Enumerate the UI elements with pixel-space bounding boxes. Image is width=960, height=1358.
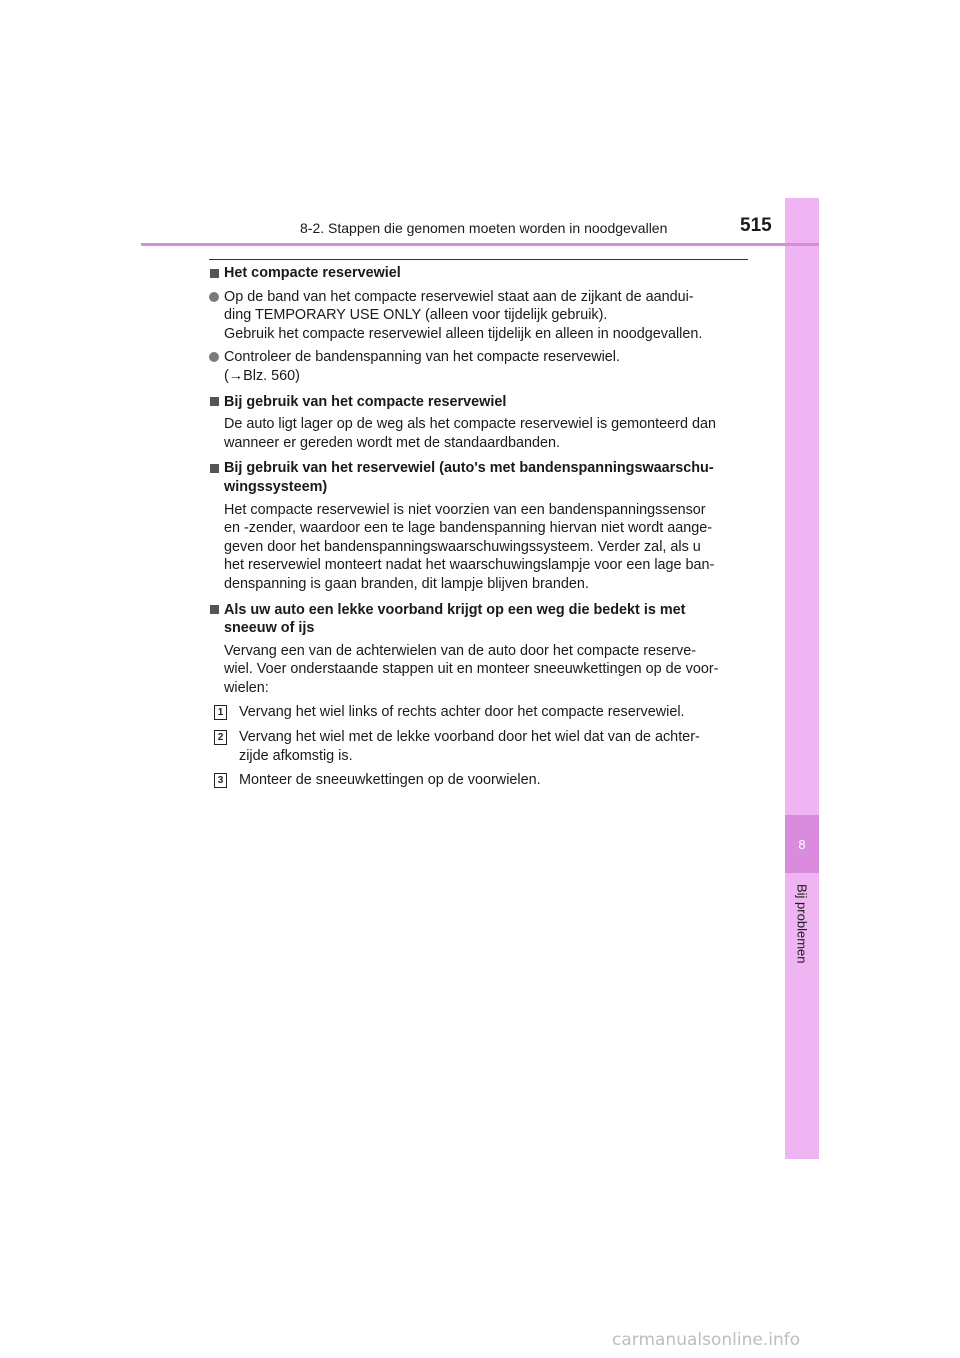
circle-bullet-icon (209, 292, 219, 302)
section-paragraph: Het compacte reservewiel is niet voorzien van een bandenspanningssensor en -zender, waardoor een te lage bandenspanning hiervan niet wordt aange- geven door het bandenspanningswaarschuwingssysteem. Verder zal, als u het reservewiel monteert nadat het waarschuwingslampje voor een lage ban- denspanning is gaan branden, dit lampje blijven branden. (224, 501, 715, 592)
header-section-title: 8-2. Stappen die genomen moeten worden in noodgevallen (300, 220, 668, 236)
numbered-step: 3 Monteer de sneeuwkettingen op de voorwielen. (209, 771, 748, 790)
square-bullet-icon (210, 464, 219, 473)
section-paragraph: Vervang een van de achterwielen van de auto door het compacte reserve- wiel. Voer onderstaande stappen uit en monteer sneeuwkettingen op de voor- wielen: (224, 642, 719, 696)
section-heading: Het compacte reservewiel (209, 264, 748, 283)
section-paragraph: De auto ligt lager op de weg als het compacte reservewiel is gemonteerd dan wanneer er gereden wordt met de standaardbanden. (224, 416, 716, 451)
numbered-step: 2 Vervang het wiel met de lekke voorband door het wiel dat van de achter- zijde afkomstig is. (209, 728, 748, 765)
section-heading: Als uw auto een lekke voorband krijgt op een weg die bedekt is met sneeuw of ijs (209, 601, 748, 638)
step-number-badge: 2 (214, 730, 227, 745)
content-top-rule (209, 259, 748, 260)
page-reference-link: (→Blz. 560) (224, 367, 300, 384)
step-number-badge: 3 (214, 773, 227, 788)
section-heading: Bij gebruik van het compacte reservewiel (209, 393, 748, 412)
circle-bullet-icon (209, 352, 219, 362)
square-bullet-icon (210, 269, 219, 278)
page-content (209, 264, 748, 790)
chapter-side-tab (785, 198, 819, 1159)
step-number-badge: 1 (214, 705, 227, 720)
page-number: 515 (740, 215, 772, 236)
header-divider (141, 243, 819, 246)
chapter-label: Bij problemen (794, 884, 810, 964)
bullet-item: Op de band van het compacte reservewiel staat aan de zijkant de aandui- ding TEMPORARY USE ONLY (alleen voor tijdelijk gebruik). Gebruik het compacte reservewiel alleen tijdelijk en alleen in noodgevallen. (209, 288, 748, 344)
chapter-number-badge: 8 (785, 815, 819, 873)
numbered-step: 1 Vervang het wiel links of rechts achter door het compacte reservewiel. (209, 703, 748, 722)
section-heading: Bij gebruik van het reservewiel (auto's met bandenspanningswaarschu- wingssysteem) (209, 459, 748, 496)
square-bullet-icon (210, 397, 219, 406)
watermark: carmanualsonline.info (612, 1330, 801, 1350)
square-bullet-icon (210, 605, 219, 614)
bullet-item: Controleer de bandenspanning van het compacte reservewiel. (→Blz. 560) (209, 348, 748, 385)
